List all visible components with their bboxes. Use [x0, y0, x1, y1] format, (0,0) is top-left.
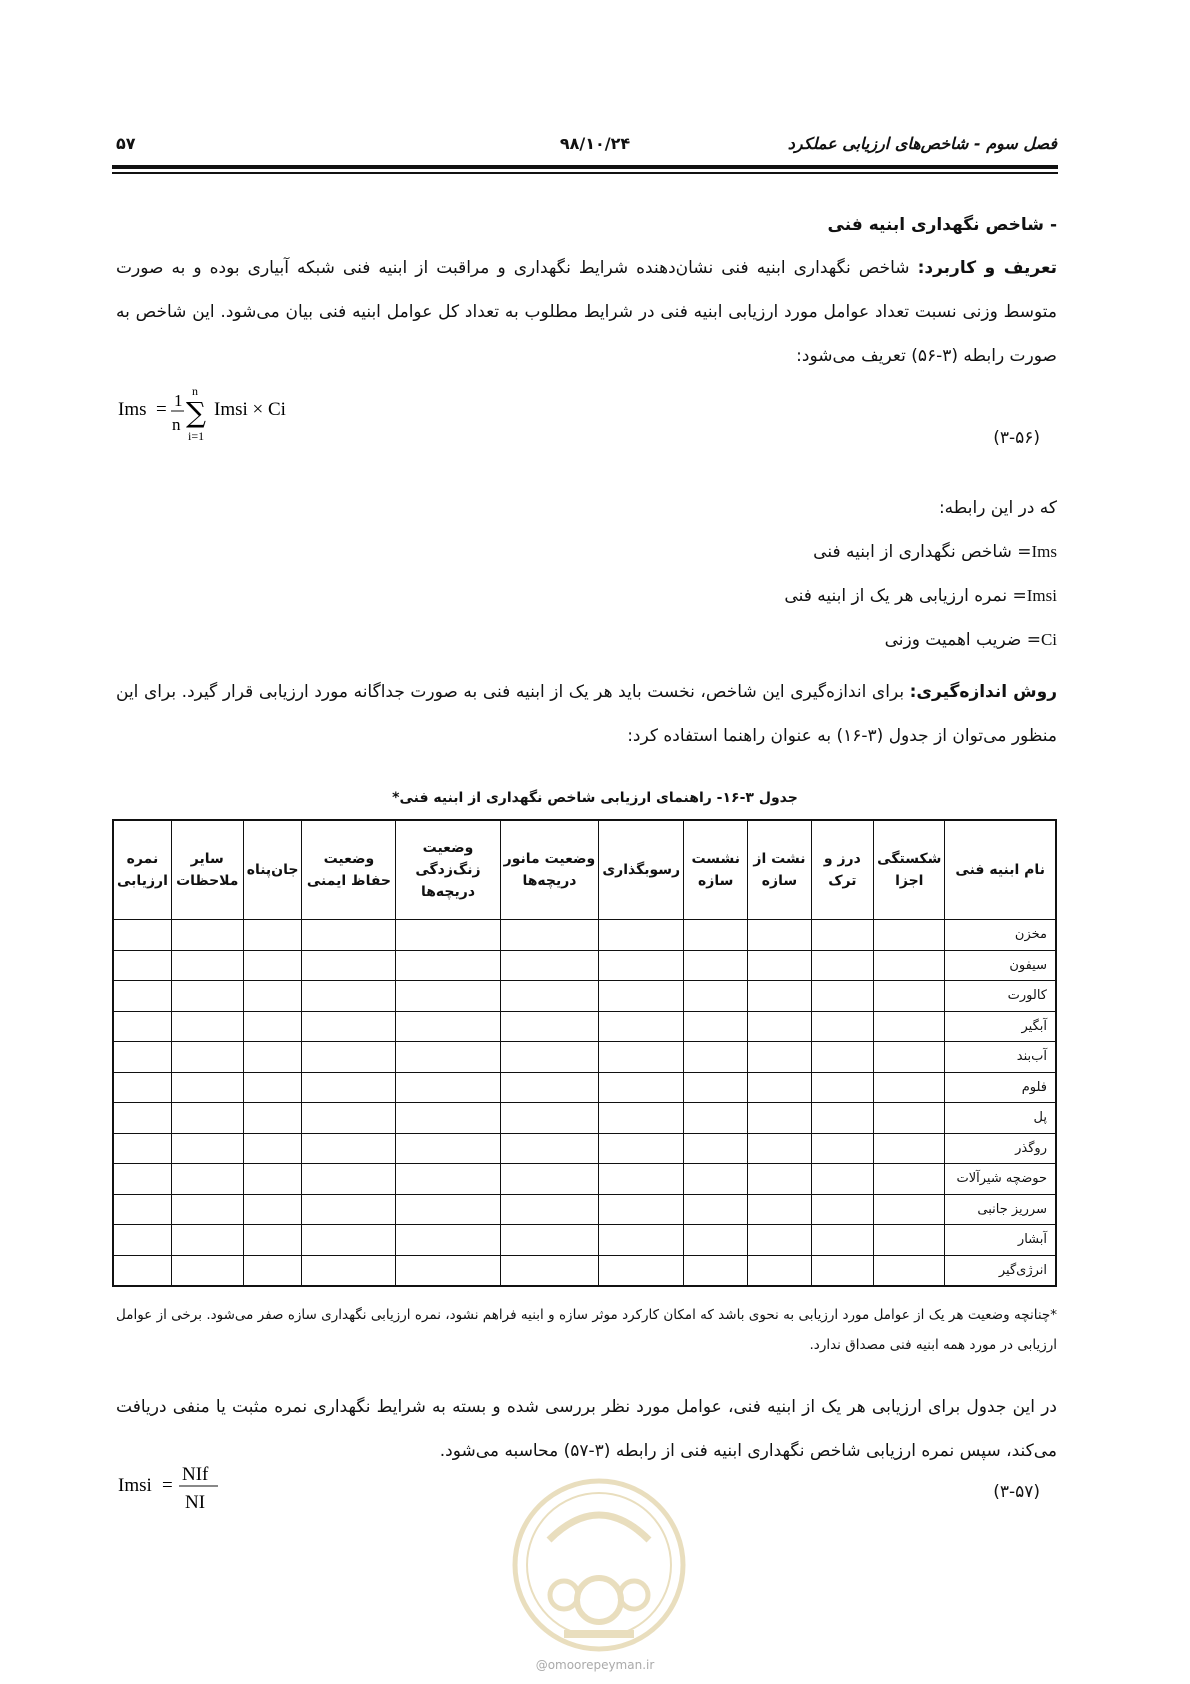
empty-score-cell — [500, 1164, 599, 1195]
table-row — [113, 1194, 1056, 1225]
empty-score-cell — [171, 1225, 243, 1256]
structure-name-cell: حوضچه شیرآلات — [945, 1164, 1056, 1195]
empty-score-cell — [302, 950, 396, 981]
table-row — [113, 981, 1056, 1012]
empty-score-cell — [748, 1164, 811, 1195]
empty-score-cell — [243, 1042, 302, 1073]
maintenance-evaluation-table — [112, 819, 1057, 1287]
structure-name-cell: مخزن — [945, 920, 1056, 951]
empty-score-cell — [874, 1133, 945, 1164]
structure-name-cell: آبگیر — [945, 1011, 1056, 1042]
empty-score-cell — [243, 1133, 302, 1164]
empty-score-cell — [171, 1072, 243, 1103]
formula2-equals: = — [162, 1475, 173, 1496]
method-text: برای اندازه‌گیری این شاخص، نخست باید هر یک از ابنیه فنی به صورت جداگانه مورد ارزیابی قرار گیرد. برای این منظور می‌توان از جدول (۳-۱۶) به عنوان راهنما استفاده کرد: — [116, 682, 1057, 746]
empty-score-cell — [302, 1103, 396, 1134]
empty-score-cell — [500, 1133, 599, 1164]
empty-score-cell — [748, 1072, 811, 1103]
empty-score-cell — [243, 981, 302, 1012]
structure-name-cell: کالورت — [945, 981, 1056, 1012]
empty-score-cell — [171, 1194, 243, 1225]
definition-text: شاخص نگهداری ابنیه فنی نشان‌دهنده شرایط نگهداری و مراقبت از ابنیه فنی شبکه آبیاری بوده و به صورت متوسط وزنی نسبت تعداد عوامل مورد ارزیابی ابنیه فنی در شرایط مطلوب به تعداد کل عوامل ابنیه فنی بیان می‌شود. این شاخص به صورت رابطه (۳-۵۶) تعریف می‌شود: — [116, 258, 1057, 366]
empty-score-cell — [243, 1103, 302, 1134]
table-row — [113, 1133, 1056, 1164]
header-cell: جان‌پناه — [243, 820, 302, 920]
empty-score-cell — [599, 1225, 684, 1256]
empty-score-cell — [113, 1164, 171, 1195]
empty-score-cell — [243, 950, 302, 981]
empty-score-cell — [684, 1225, 748, 1256]
empty-score-cell — [811, 1133, 874, 1164]
empty-score-cell — [396, 981, 500, 1012]
empty-score-cell — [874, 981, 945, 1012]
header-cell: وضعیت حفاظ ایمنی — [302, 820, 396, 920]
empty-score-cell — [500, 920, 599, 951]
empty-score-cell — [874, 920, 945, 951]
header-rule-thick — [112, 165, 1058, 169]
empty-score-cell — [748, 1042, 811, 1073]
empty-score-cell — [113, 950, 171, 981]
empty-score-cell — [302, 1072, 396, 1103]
empty-score-cell — [599, 920, 684, 951]
empty-score-cell — [302, 1164, 396, 1195]
empty-score-cell — [302, 1255, 396, 1286]
empty-score-cell — [396, 1225, 500, 1256]
empty-score-cell — [500, 981, 599, 1012]
method-label: روش اندازه‌گیری: — [909, 682, 1057, 702]
empty-score-cell — [243, 1072, 302, 1103]
empty-score-cell — [874, 1255, 945, 1286]
empty-score-cell — [113, 1255, 171, 1286]
empty-score-cell — [396, 950, 500, 981]
empty-score-cell — [302, 920, 396, 951]
header-cell: سایر ملاحظات — [171, 820, 243, 920]
structure-name-cell: سرریز جانبی — [945, 1194, 1056, 1225]
empty-score-cell — [113, 1042, 171, 1073]
table-row — [113, 950, 1056, 981]
empty-score-cell — [113, 1225, 171, 1256]
empty-score-cell — [171, 950, 243, 981]
empty-score-cell — [874, 1103, 945, 1134]
formula1-frac-den: n — [172, 415, 181, 434]
formula2-lhs: Imsi — [118, 1475, 152, 1496]
formula2-frac-den: NI — [185, 1492, 206, 1513]
empty-score-cell — [113, 1011, 171, 1042]
empty-score-cell — [396, 1011, 500, 1042]
sigma-icon: ∑ — [186, 396, 206, 429]
empty-score-cell — [748, 1225, 811, 1256]
formula1-sum-bottom: i=1 — [188, 429, 205, 443]
formula-imsi-svg — [118, 1458, 238, 1520]
structure-name-cell: انرژی‌گیر — [945, 1255, 1056, 1286]
header-date: ۹۸/۱۰/۲۴ — [559, 134, 631, 153]
empty-score-cell — [748, 1255, 811, 1286]
empty-score-cell — [748, 1194, 811, 1225]
empty-score-cell — [171, 1133, 243, 1164]
empty-score-cell — [684, 1011, 748, 1042]
empty-score-cell — [811, 1255, 874, 1286]
formula-imsi — [118, 1458, 238, 1526]
structure-name-cell: فلوم — [945, 1072, 1056, 1103]
watermark-logo-icon — [504, 1470, 694, 1670]
empty-score-cell — [684, 981, 748, 1012]
header-rule-thin — [112, 172, 1058, 174]
empty-score-cell — [811, 1072, 874, 1103]
structure-name-cell: روگذر — [945, 1133, 1056, 1164]
empty-score-cell — [599, 1164, 684, 1195]
formula-ims-svg — [118, 380, 308, 450]
empty-score-cell — [684, 920, 748, 951]
empty-score-cell — [811, 1225, 874, 1256]
empty-score-cell — [396, 1255, 500, 1286]
table-header-row — [113, 820, 1056, 920]
table-row — [113, 1103, 1056, 1134]
empty-score-cell — [811, 1164, 874, 1195]
empty-score-cell — [243, 1164, 302, 1195]
empty-score-cell — [874, 1011, 945, 1042]
empty-score-cell — [599, 1072, 684, 1103]
table-row — [113, 1225, 1056, 1256]
structure-name-cell: آب‌بند — [945, 1042, 1056, 1073]
empty-score-cell — [684, 1103, 748, 1134]
empty-score-cell — [874, 1225, 945, 1256]
empty-score-cell — [243, 920, 302, 951]
empty-score-cell — [243, 1194, 302, 1225]
header-cell: نشست سازه — [684, 820, 748, 920]
empty-score-cell — [302, 1194, 396, 1225]
formula1-equals: = — [156, 399, 167, 420]
empty-score-cell — [500, 1042, 599, 1073]
table-row — [113, 1011, 1056, 1042]
header-cell: درز و ترک — [811, 820, 874, 920]
empty-score-cell — [874, 1072, 945, 1103]
empty-score-cell — [243, 1255, 302, 1286]
table-row — [113, 920, 1056, 951]
empty-score-cell — [171, 1042, 243, 1073]
empty-score-cell — [874, 1194, 945, 1225]
empty-score-cell — [874, 1164, 945, 1195]
structure-name-cell: آبشار — [945, 1225, 1056, 1256]
empty-score-cell — [599, 1194, 684, 1225]
empty-score-cell — [396, 1194, 500, 1225]
empty-score-cell — [684, 950, 748, 981]
empty-score-cell — [500, 1011, 599, 1042]
empty-score-cell — [113, 920, 171, 951]
equation-number-56: (۳-۵۶) — [993, 428, 1040, 448]
variable-imsi: Imsi= نمره ارزیابی هر یک از ابنیه فنی — [784, 586, 1057, 606]
header-cell: رسوبگذاری — [599, 820, 684, 920]
watermark-url: @omoorepeyman.ir — [535, 1658, 655, 1672]
empty-score-cell — [599, 1011, 684, 1042]
empty-score-cell — [599, 950, 684, 981]
empty-score-cell — [171, 920, 243, 951]
empty-score-cell — [113, 981, 171, 1012]
header-cell: وضعیت زنگ‌زدگی دریچه‌ها — [396, 820, 500, 920]
empty-score-cell — [171, 981, 243, 1012]
empty-score-cell — [396, 1164, 500, 1195]
header-cell: نمره ارزیابی — [113, 820, 171, 920]
equation-number-57: (۳-۵۷) — [993, 1482, 1040, 1502]
header-cell: نام ابنیه فنی — [945, 820, 1056, 920]
page-number: ۵۷ — [116, 134, 136, 153]
empty-score-cell — [113, 1194, 171, 1225]
header-cell: وضعیت مانور دریچه‌ها — [500, 820, 599, 920]
variable-definitions — [784, 486, 1057, 662]
empty-score-cell — [396, 1042, 500, 1073]
empty-score-cell — [599, 1255, 684, 1286]
empty-score-cell — [396, 920, 500, 951]
table-row — [113, 1255, 1056, 1286]
formula1-frac-num: 1 — [174, 391, 183, 410]
empty-score-cell — [811, 1011, 874, 1042]
table-row — [113, 1072, 1056, 1103]
empty-score-cell — [684, 1042, 748, 1073]
empty-score-cell — [874, 950, 945, 981]
empty-score-cell — [684, 1072, 748, 1103]
empty-score-cell — [748, 1133, 811, 1164]
closing-paragraph: در این جدول برای ارزیابی هر یک از ابنیه فنی، عوامل مورد نظر بررسی شده و بسته به شرایط نگهداری نمره مثبت یا منفی دریافت می‌کند، سپس نمره ارزیابی شاخص نگهداری ابنیه فنی از رابطه (۳-۵۷) محاسبه می‌شود. — [116, 1397, 1057, 1461]
table-body — [113, 920, 1056, 1287]
empty-score-cell — [748, 920, 811, 951]
header-cell: نشت از سازه — [748, 820, 811, 920]
definition-paragraph — [116, 246, 1057, 378]
empty-score-cell — [171, 1103, 243, 1134]
empty-score-cell — [243, 1225, 302, 1256]
empty-score-cell — [599, 1103, 684, 1134]
empty-score-cell — [500, 1103, 599, 1134]
empty-score-cell — [811, 1103, 874, 1134]
variable-ci: Ci= ضریب اهمیت وزنی — [884, 630, 1057, 650]
header-cell: شکستگی اجزا — [874, 820, 945, 920]
formula1-rhs: Imsi × Ci — [214, 399, 286, 420]
empty-score-cell — [748, 1011, 811, 1042]
chapter-title: فصل سوم - شاخص‌های ارزیابی عملکرد — [787, 134, 1057, 153]
empty-score-cell — [811, 920, 874, 951]
empty-score-cell — [748, 950, 811, 981]
formula2-frac-num: NIf — [182, 1464, 209, 1485]
empty-score-cell — [811, 1194, 874, 1225]
empty-score-cell — [500, 1194, 599, 1225]
empty-score-cell — [302, 1042, 396, 1073]
definition-label: تعریف و کاربرد: — [917, 258, 1057, 278]
empty-score-cell — [302, 1133, 396, 1164]
empty-score-cell — [243, 1011, 302, 1042]
empty-score-cell — [302, 1225, 396, 1256]
structure-name-cell: پل — [945, 1103, 1056, 1134]
empty-score-cell — [748, 1103, 811, 1134]
formula-ims — [118, 380, 308, 456]
empty-score-cell — [874, 1042, 945, 1073]
empty-score-cell — [396, 1133, 500, 1164]
method-paragraph — [116, 670, 1057, 758]
empty-score-cell — [811, 1042, 874, 1073]
empty-score-cell — [748, 981, 811, 1012]
section-heading: - شاخص نگهداری ابنیه فنی — [827, 215, 1057, 235]
empty-score-cell — [302, 1011, 396, 1042]
empty-score-cell — [500, 1255, 599, 1286]
table-caption: جدول ۳-۱۶- راهنمای ارزیابی شاخص نگهداری از ابنیه فنی* — [392, 790, 798, 806]
empty-score-cell — [599, 1133, 684, 1164]
empty-score-cell — [599, 981, 684, 1012]
empty-score-cell — [500, 1072, 599, 1103]
table-row — [113, 1042, 1056, 1073]
formula1-sum-top: n — [192, 384, 198, 398]
empty-score-cell — [684, 1133, 748, 1164]
empty-score-cell — [171, 1255, 243, 1286]
empty-score-cell — [302, 981, 396, 1012]
empty-score-cell — [171, 1164, 243, 1195]
empty-score-cell — [684, 1164, 748, 1195]
empty-score-cell — [500, 950, 599, 981]
empty-score-cell — [171, 1011, 243, 1042]
where-intro: که در این رابطه: — [938, 498, 1057, 518]
variable-ims: Ims= شاخص نگهداری از ابنیه فنی — [813, 542, 1057, 562]
table-row — [113, 1164, 1056, 1195]
table-footnote: *چنانچه وضعیت هر یک از عوامل مورد ارزیابی به نحوی باشد که امکان کارکرد موثر سازه و ابنیه فراهم نشود، نمره ارزیابی نگهداری سازه صفر می‌شود. برخی از عوامل ارزیابی در مورد همه ابنیه فنی مصداق ندارد. — [116, 1307, 1057, 1353]
empty-score-cell — [684, 1255, 748, 1286]
empty-score-cell — [811, 950, 874, 981]
empty-score-cell — [599, 1042, 684, 1073]
empty-score-cell — [113, 1072, 171, 1103]
empty-score-cell — [113, 1103, 171, 1134]
empty-score-cell — [684, 1194, 748, 1225]
empty-score-cell — [396, 1072, 500, 1103]
empty-score-cell — [396, 1103, 500, 1134]
formula1-lhs: Ims — [118, 399, 147, 420]
empty-score-cell — [500, 1225, 599, 1256]
structure-name-cell: سیفون — [945, 950, 1056, 981]
empty-score-cell — [113, 1133, 171, 1164]
empty-score-cell — [811, 981, 874, 1012]
